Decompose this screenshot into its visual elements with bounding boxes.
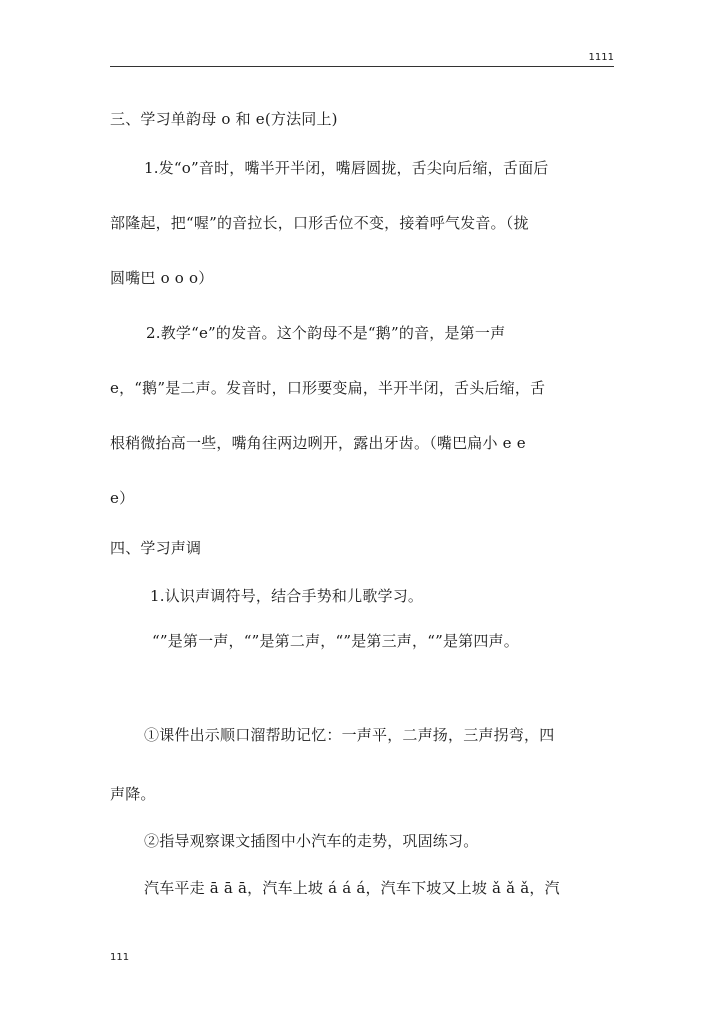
paragraph-line: ②指导观察课文插图中小汽车的走势，巩固练习。 — [144, 832, 479, 850]
section-heading-3: 三、学习单韵母 o 和 e(方法同上) — [110, 110, 338, 128]
paragraph-line: 根稍微抬高一些，嘴角往两边咧开，露出牙齿。（嘴巴扁小 e e — [110, 434, 526, 452]
paragraph-line: 部隆起，把“喔”的音拉长，口形舌位不变，接着呼气发音。（拢 — [110, 214, 529, 232]
paragraph-line: 1.认识声调符号，结合手势和儿歌学习。 — [150, 587, 424, 605]
paragraph-line: 2.教学“e”的发音。这个韵母不是“鹅”的音，是第一声 — [146, 324, 506, 342]
paragraph-line: ①课件出示顺口溜帮助记忆：一声平，二声扬，三声拐弯，四 — [144, 726, 555, 744]
paragraph-line: 圆嘴巴 o o o） — [110, 269, 214, 287]
page-number: 1111 — [588, 52, 614, 63]
paragraph-line: 1.发“o”音时，嘴半开半闭，嘴唇圆拢，舌尖向后缩，舌面后 — [144, 159, 549, 177]
header-rule — [110, 66, 614, 67]
paragraph-line: e） — [110, 489, 135, 507]
paragraph-line: “”是第一声，“”是第二声，“”是第三声，“”是第四声。 — [152, 632, 519, 650]
footer-number: 111 — [110, 952, 130, 963]
paragraph-line: e，“鹅”是二声。发音时，口形要变扁，半开半闭，舌头后缩，舌 — [110, 379, 546, 397]
paragraph-line: 声降。 — [110, 785, 156, 803]
paragraph-line: 汽车平走 ā ā ā，汽车上坡 á á á，汽车下坡又上坡 ǎ ǎ ǎ，汽 — [144, 879, 560, 897]
section-heading-4: 四、学习声调 — [110, 539, 202, 557]
